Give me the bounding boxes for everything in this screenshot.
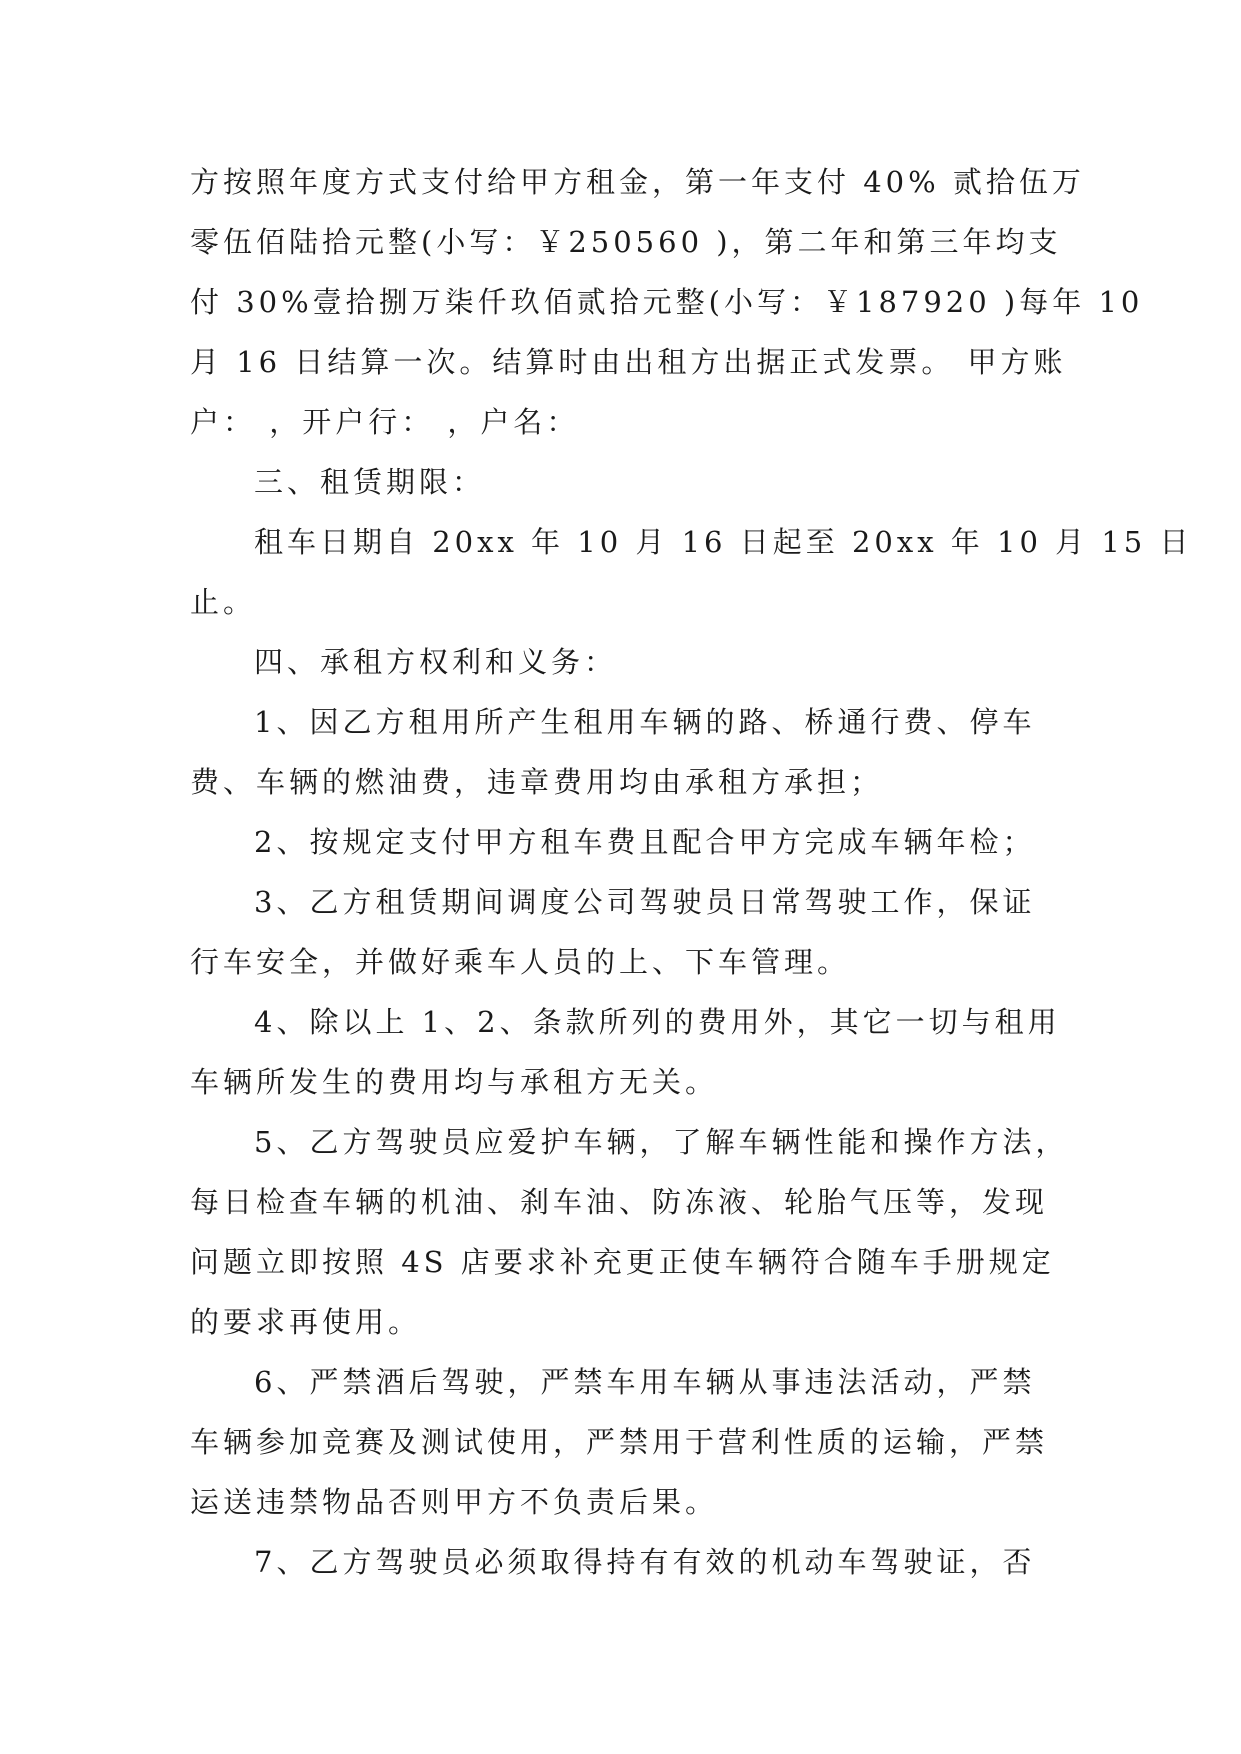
text-line-17: 5、乙方驾驶员应爱护车辆，了解车辆性能和操作方法， [254, 1125, 1069, 1159]
text-line-3: 付 30%壹拾捌万柒仟玖佰贰拾元整(小写：￥187920 )每年 10 [190, 285, 1144, 319]
text-line-13: 3、乙方租赁期间调度公司驾驶员日常驾驶工作，保证 [254, 885, 1036, 919]
section-heading-lease-term: 三、租赁期限： [254, 465, 486, 499]
text-line-24: 7、乙方驾驶员必须取得持有有效的机动车驾驶证，否 [254, 1545, 1036, 1579]
section-heading-rights: 四、承租方权利和义务： [254, 645, 618, 679]
text-line-21: 6、严禁酒后驾驶，严禁车用车辆从事违法活动，严禁 [254, 1365, 1036, 1399]
text-line-12: 2、按规定支付甲方租车费且配合甲方完成车辆年检； [254, 825, 1036, 859]
text-line-4: 月 16 日结算一次。结算时由出租方出据正式发票。 甲方账 [190, 345, 1067, 379]
text-line-22: 车辆参加竞赛及测试使用，严禁用于营利性质的运输，严禁 [190, 1425, 1049, 1459]
text-line-23: 运送违禁物品否则甲方不负责后果。 [190, 1485, 719, 1519]
text-line-8: 止。 [190, 585, 257, 619]
text-line-15: 4、除以上 1、2、条款所列的费用外，其它一切与租用 [254, 1005, 1061, 1039]
text-line-11: 费、车辆的燃油费，违章费用均由承租方承担； [190, 765, 884, 799]
text-line-5: 户： ，开户行： ，户名： [190, 405, 580, 439]
text-line-18: 每日检查车辆的机油、刹车油、防冻液、轮胎气压等，发现 [190, 1185, 1049, 1219]
text-line-20: 的要求再使用。 [190, 1305, 422, 1339]
text-line-10: 1、因乙方租用所产生租用车辆的路、桥通行费、停车 [254, 705, 1036, 739]
text-line-2: 零伍佰陆拾元整(小写：￥250560 )，第二年和第三年均支 [190, 225, 1062, 259]
text-line-16: 车辆所发生的费用均与承租方无关。 [190, 1065, 719, 1099]
text-line-19: 问题立即按照 4S 店要求补充更正使车辆符合随车手册规定 [190, 1245, 1055, 1279]
text-line-1: 方按照年度方式支付给甲方租金，第一年支付 40% 贰拾伍万 [190, 165, 1085, 199]
text-line-7: 租车日期自 20xx 年 10 月 16 日起至 20xx 年 10 月 15 日 [254, 525, 1193, 559]
document-page [190, 152, 1193, 1592]
text-line-14: 行车安全，并做好乘车人员的上、下车管理。 [190, 945, 851, 979]
